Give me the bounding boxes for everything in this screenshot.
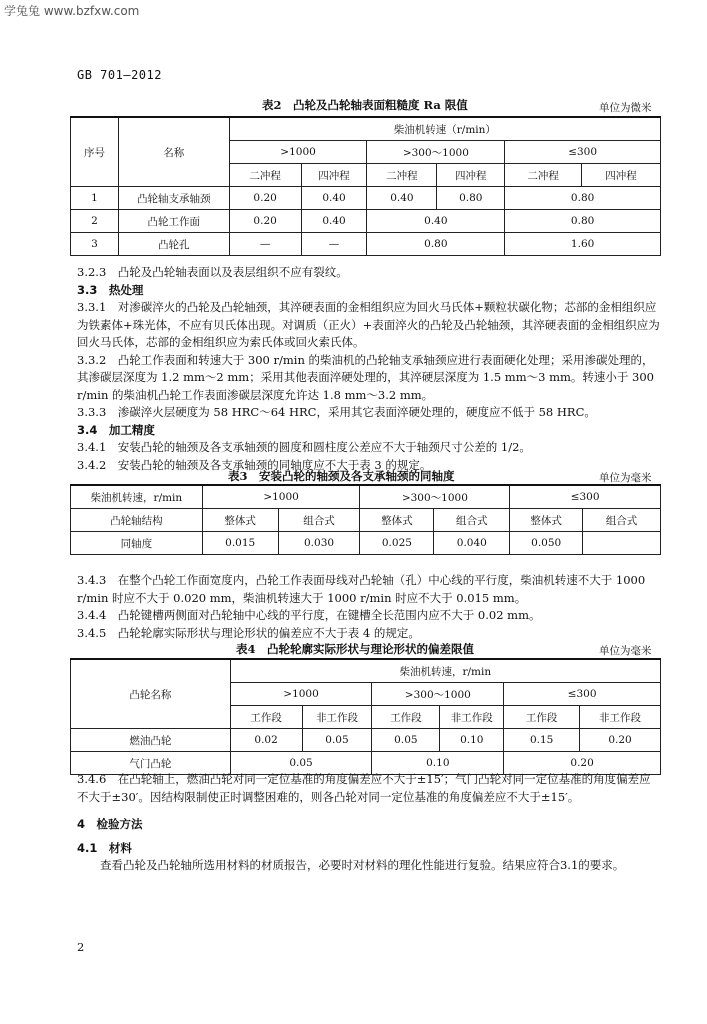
table4-name-label: 凸轮名称 bbox=[71, 659, 231, 729]
table-row bbox=[71, 532, 661, 555]
table3-type: 整体式 bbox=[202, 509, 278, 532]
cell: 燃油凸轮 bbox=[71, 729, 231, 752]
table-row bbox=[71, 729, 661, 752]
cell: 0.15 bbox=[504, 729, 580, 752]
table4-seg: 工作段 bbox=[230, 706, 302, 729]
sections-3-4-6-to-4-1 bbox=[77, 771, 661, 875]
table2-speed-header: 柴油机转速（r/min） bbox=[229, 117, 660, 141]
cell: 0.050 bbox=[510, 532, 583, 555]
table-row bbox=[71, 210, 661, 233]
table3-type: 组合式 bbox=[434, 509, 510, 532]
cell: 0.40 bbox=[367, 187, 437, 210]
table4-unit: 单位为毫米 bbox=[599, 645, 652, 657]
table2-range: ≤300 bbox=[505, 141, 661, 164]
table2-name-header: 名称 bbox=[118, 117, 229, 187]
cell: 0.80 bbox=[505, 187, 661, 210]
table3-range: >1000 bbox=[202, 485, 360, 509]
table2-unit: 单位为微米 bbox=[599, 102, 652, 114]
table2-stroke: 二冲程 bbox=[367, 164, 437, 187]
section-4-heading: 4 检验方法 bbox=[77, 817, 143, 831]
cell: 0.40 bbox=[301, 187, 367, 210]
section-3-4-2: 3.4.2 安装凸轮的轴颈及各支承轴颈的同轴度应不大于表 3 的规定。 bbox=[77, 457, 432, 472]
section-3-4-6: 3.4.6 在凸轮轴上，燃油凸轮对同一定位基准的角度偏差应不大于±15′；气门凸轮对同一定位基准的角度偏差应不大于±30′。因结构限制使正时调整困难的，则各凸轮对同一定位基准的角度偏差应不大于±15′。 bbox=[77, 772, 651, 804]
cell: 0.40 bbox=[367, 210, 505, 233]
cell bbox=[583, 532, 661, 555]
cell: 0.030 bbox=[278, 532, 360, 555]
section-3-4-4: 3.4.4 凸轮键槽两侧面对凸轮轴中心线的平行度，在键槽全长范围内应不大于 0.02 mm。 bbox=[77, 608, 541, 622]
table4-range: >1000 bbox=[230, 683, 372, 706]
table4-speed-header: 柴油机转速，r/min bbox=[230, 659, 660, 683]
cell: 0.20 bbox=[580, 729, 661, 752]
table2-seq-header: 序号 bbox=[71, 117, 119, 187]
table2-stroke: 二冲程 bbox=[505, 164, 582, 187]
table4-seg: 非工作段 bbox=[440, 706, 504, 729]
cell: 0.20 bbox=[229, 210, 301, 233]
cell: 3 bbox=[71, 233, 119, 256]
cell: — bbox=[301, 233, 367, 256]
sections-3-4-3-to-3-4-5 bbox=[77, 572, 661, 642]
table4-seg: 非工作段 bbox=[302, 706, 372, 729]
table3-type: 整体式 bbox=[360, 509, 434, 532]
table3-unit: 单位为毫米 bbox=[599, 472, 652, 484]
table3-caption: 表3 安装凸轮的轴颈及各支承轴颈的同轴度 bbox=[228, 469, 455, 483]
cell: 1 bbox=[71, 187, 119, 210]
section-3-3-heading: 3.3 热处理 bbox=[77, 282, 144, 297]
cell: 凸轮孔 bbox=[118, 233, 229, 256]
table4-seg: 工作段 bbox=[372, 706, 440, 729]
table3-row-label: 同轴度 bbox=[71, 532, 203, 555]
cell: 0.025 bbox=[360, 532, 434, 555]
watermark: 学兔兔 www.bzfxw.com bbox=[4, 4, 140, 18]
table2 bbox=[70, 116, 661, 256]
section-3-4-5: 3.4.5 凸轮轮廓实际形状与理论形状的偏差应不大于表 4 的规定。 bbox=[77, 625, 420, 640]
cell: 0.80 bbox=[367, 233, 505, 256]
cell: 0.02 bbox=[230, 729, 302, 752]
table4 bbox=[70, 658, 661, 775]
cell: 0.80 bbox=[437, 187, 505, 210]
cell: 1.60 bbox=[505, 233, 661, 256]
section-3-2-3: 3.2.3 凸轮及凸轮轴表面以及表层组织不应有裂纹。 bbox=[77, 265, 348, 279]
cell: 气门凸轮 bbox=[71, 752, 231, 775]
section-3-3-1: 3.3.1 对渗碳淬火的凸轮及凸轮轴颈，其淬硬表面的金相组织应为回火马氏体+颗粒状碳化物；芯部的金相组织应为铁素体+珠光体，不应有贝氏体出现。对调质（正火）+表面淬火的凸轮及凸轮轴颈，其淬硬表面的金相组织应为回火马氏体，芯部的金相组织应为索氏体或回火索氏体。 bbox=[77, 300, 660, 349]
table3-range: ≤300 bbox=[510, 485, 661, 509]
table4-seg: 工作段 bbox=[504, 706, 580, 729]
table2-stroke: 四冲程 bbox=[301, 164, 367, 187]
table3-range: >300～1000 bbox=[360, 485, 510, 509]
cell: 0.05 bbox=[230, 752, 372, 775]
section-3-3-3: 3.3.3 渗碳淬火层硬度为 58 HRC～64 HRC，采用其它表面淬硬处理的，硬度应不低于 58 HRC。 bbox=[77, 405, 596, 419]
table2-caption: 表2 凸轮及凸轮轴表面粗糙度 Ra 限值 bbox=[262, 98, 468, 112]
table-row bbox=[71, 233, 661, 256]
page-number: 2 bbox=[77, 940, 85, 954]
table2-stroke: 四冲程 bbox=[582, 164, 661, 187]
cell: — bbox=[229, 233, 301, 256]
table2-range: >300～1000 bbox=[367, 141, 505, 164]
section-3-3-2: 3.3.2 凸轮工作表面和转速大于 300 r/min 的柴油机的凸轮轴支承轴颈应进行表面硬化处理；采用渗碳处理的，其渗碳层深度为 1.2 mm～2 mm；采用其他表面淬硬处理的，其淬硬层深度为 1.5 mm～3 mm。转速小于 300 r/min 的柴油机凸轮工作表面渗碳层深度允许达 1.8 mm～3.2 mm。 bbox=[77, 352, 654, 402]
document-header: GB 701—2012 bbox=[77, 68, 162, 82]
table3-type: 组合式 bbox=[583, 509, 661, 532]
table2-stroke: 二冲程 bbox=[229, 164, 301, 187]
table2-stroke: 四冲程 bbox=[437, 164, 505, 187]
table3-type: 整体式 bbox=[510, 509, 583, 532]
table3-structure-label: 凸轮轴结构 bbox=[71, 509, 203, 532]
cell: 凸轮工作面 bbox=[118, 210, 229, 233]
table4-seg: 非工作段 bbox=[580, 706, 661, 729]
table4-caption: 表4 凸轮轮廓实际形状与理论形状的偏差限值 bbox=[236, 642, 474, 656]
table4-range: ≤300 bbox=[504, 683, 661, 706]
cell: 0.20 bbox=[229, 187, 301, 210]
cell: 凸轮轴支承轴颈 bbox=[118, 187, 229, 210]
table3-type: 组合式 bbox=[278, 509, 360, 532]
table3 bbox=[70, 484, 661, 555]
table-row bbox=[71, 187, 661, 210]
section-3-4-heading: 3.4 加工精度 bbox=[77, 422, 155, 437]
cell: 0.040 bbox=[434, 532, 510, 555]
table4-range: >300～1000 bbox=[372, 683, 504, 706]
section-4-1-body: 查看凸轮及凸轮轴所选用材料的材质报告，必要时对材料的理化性能进行复验。结果应符合3.1的要求。 bbox=[100, 858, 625, 872]
cell: 0.015 bbox=[202, 532, 278, 555]
cell: 0.20 bbox=[504, 752, 661, 775]
cell: 2 bbox=[71, 210, 119, 233]
cell: 0.10 bbox=[372, 752, 504, 775]
cell: 0.80 bbox=[505, 210, 661, 233]
cell: 0.05 bbox=[372, 729, 440, 752]
section-3-4-1: 3.4.1 安装凸轮的轴颈及各支承轴颈的圆度和圆柱度公差应不大于轴颈尺寸公差的 1/2。 bbox=[77, 440, 531, 454]
cell: 0.05 bbox=[302, 729, 372, 752]
sections-3-2-3-to-3-4-2 bbox=[77, 264, 661, 474]
section-3-4-3: 3.4.3 在整个凸轮工作面宽度内，凸轮工作表面母线对凸轮轴（孔）中心线的平行度，柴油机转速不大于 1000 r/min 时应不大于 0.020 mm，柴油机转速大于 1000 r/min 时应不大于 0.015 mm。 bbox=[77, 573, 646, 605]
cell: 0.10 bbox=[440, 729, 504, 752]
section-4-1-heading: 4.1 材料 bbox=[77, 840, 132, 855]
cell: 0.40 bbox=[301, 210, 367, 233]
table3-speed-label: 柴油机转速，r/min bbox=[71, 485, 203, 509]
table2-range: >1000 bbox=[229, 141, 367, 164]
